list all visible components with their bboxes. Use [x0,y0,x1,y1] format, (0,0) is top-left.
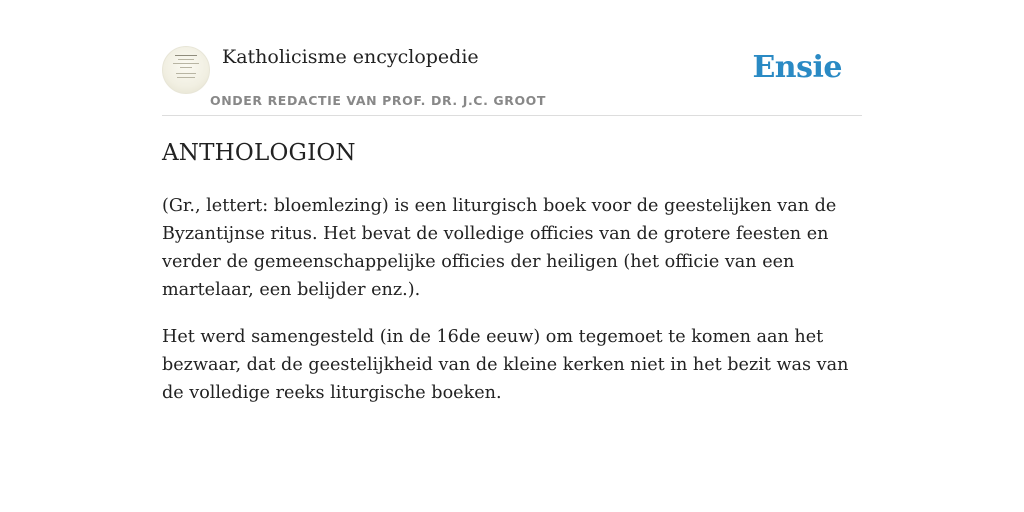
entry-paragraph: (Gr., lettert: bloemlezing) is een liturgisch boek voor de geestelijken van de Byzantijnse ritus. Het bevat de volledige officies van de grotere feesten en verder de gemeenschappelijke officies der heiligen (het officie van een martelaar, een belijder enz.). [162,196,837,300]
book-cover-icon[interactable] [162,46,210,94]
site-header [162,0,862,116]
entry-body [162,192,862,426]
ensie-logo-link[interactable]: Ensie [752,50,842,85]
entry-title: ANTHOLOGION [162,140,356,166]
site-title[interactable]: Katholicisme encyclopedie [222,46,479,68]
editor-credit: ONDER REDACTIE VAN PROF. DR. J.C. GROOT [210,93,547,108]
page [162,0,862,403]
entry-paragraph: Het werd samengesteld (in de 16de eeuw) om tegemoet te komen aan het bezwaar, dat de geestelijkheid van de kleine kerken niet in het bezit was van de volledige reeks liturgische boeken. [162,327,849,403]
